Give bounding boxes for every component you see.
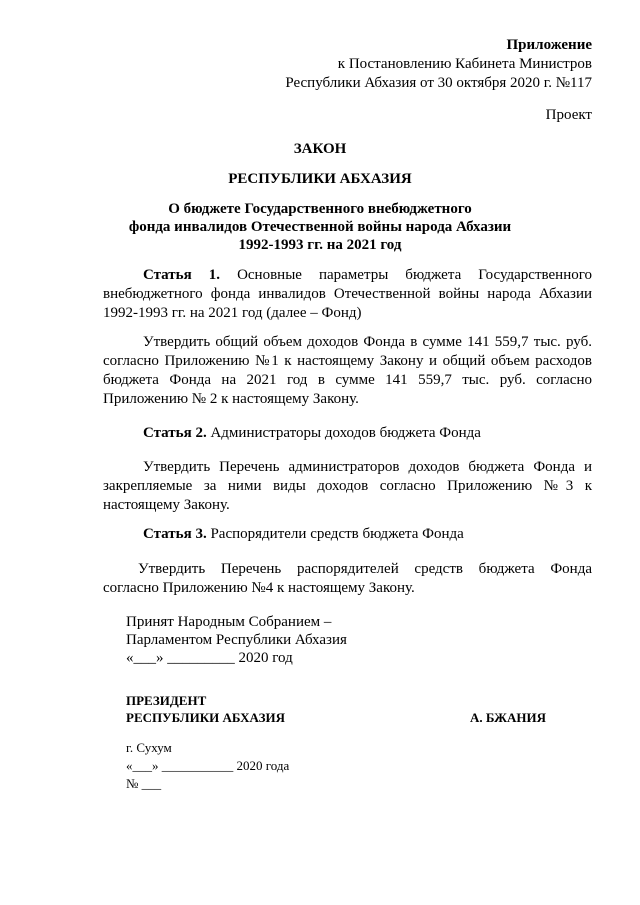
subject-line-2: фонда инвалидов Отечественной войны народа Абхазии bbox=[128, 219, 512, 235]
article-3-title: Распорядители средств бюджета Фонда bbox=[210, 526, 464, 542]
article-2-label: Статья 2. bbox=[143, 425, 207, 441]
article-2-body-line-1: Утвердить Перечень администраторов доходов бюджета Фонда и bbox=[143, 459, 592, 475]
appendix-line-1: к Постановлению Кабинета Министров bbox=[337, 56, 592, 72]
article-1-paragraph bbox=[103, 266, 592, 323]
signing-date: «___» ___________ 2020 года bbox=[126, 758, 290, 773]
president-title-line-2: РЕСПУБЛИКИ АБХАЗИЯ bbox=[126, 710, 285, 725]
article-3-heading bbox=[143, 525, 464, 544]
republic-title: РЕСПУБЛИКИ АБХАЗИЯ bbox=[228, 171, 412, 187]
article-1-first-line bbox=[103, 266, 592, 285]
article-1-line-2: внебюджетного фонда инвалидов Отечественной войны народа Абхазии bbox=[103, 286, 592, 302]
subject-line-1: О бюджете Государственного внебюджетного bbox=[168, 201, 472, 217]
law-number: № ___ bbox=[126, 776, 162, 791]
article-2-body-line-3: настоящему Закону. bbox=[103, 497, 230, 513]
article-1-label: Статья 1. bbox=[143, 267, 221, 283]
appendix-line-2: Республики Абхазия от 30 октября 2020 г. №117 bbox=[285, 75, 592, 91]
article-1-body-line-4: Приложению № 2 к настоящему Закону. bbox=[103, 391, 359, 407]
article-2-body bbox=[103, 458, 592, 515]
article-1-heading-text: Основные параметры бюджета Государственного bbox=[237, 267, 593, 283]
article-3-label: Статья 3. bbox=[143, 526, 207, 542]
article-3-body-line-2: согласно Приложению №4 к настоящему Закону. bbox=[103, 580, 415, 596]
president-name: А. БЖАНИЯ bbox=[470, 710, 547, 725]
article-2-heading bbox=[143, 424, 481, 443]
article-1-body-line-3: бюджета Фонда на 2021 год в сумме 141 559,7 тыс. руб. согласно bbox=[103, 372, 592, 388]
city: г. Сухум bbox=[126, 740, 172, 755]
article-1-body bbox=[103, 333, 592, 409]
law-title: ЗАКОН bbox=[293, 141, 347, 157]
article-2-title: Администраторы доходов бюджета Фонда bbox=[210, 425, 481, 441]
adoption-line-3: «___» _________ 2020 год bbox=[126, 650, 293, 666]
adoption-line-2: Парламентом Республики Абхазия bbox=[126, 632, 347, 648]
article-3-body-line-1: Утвердить Перечень распорядителей средств бюджета Фонда bbox=[138, 561, 592, 577]
article-3-body bbox=[103, 560, 592, 598]
article-1-body-line-2: согласно Приложению №1 к настоящему Закону и общий объем расходов bbox=[103, 353, 592, 369]
subject-line-3: 1992-1993 гг. на 2021 год bbox=[238, 237, 402, 253]
article-1-body-line-1: Утвердить общий объем доходов Фонда в сумме 141 559,7 тыс. руб. bbox=[143, 334, 592, 350]
draft-label: Проект bbox=[545, 107, 592, 123]
adoption-line-1: Принят Народным Собранием – bbox=[126, 614, 332, 630]
article-1-line-3: 1992-1993 гг. на 2021 год (далее – Фонд) bbox=[103, 305, 362, 321]
president-title-line-1: ПРЕЗИДЕНТ bbox=[126, 693, 207, 708]
article-2-body-line-2: закрепляемые за ними виды доходов согласно Приложению №3 к bbox=[103, 478, 592, 494]
appendix-title: Приложение bbox=[506, 37, 592, 53]
